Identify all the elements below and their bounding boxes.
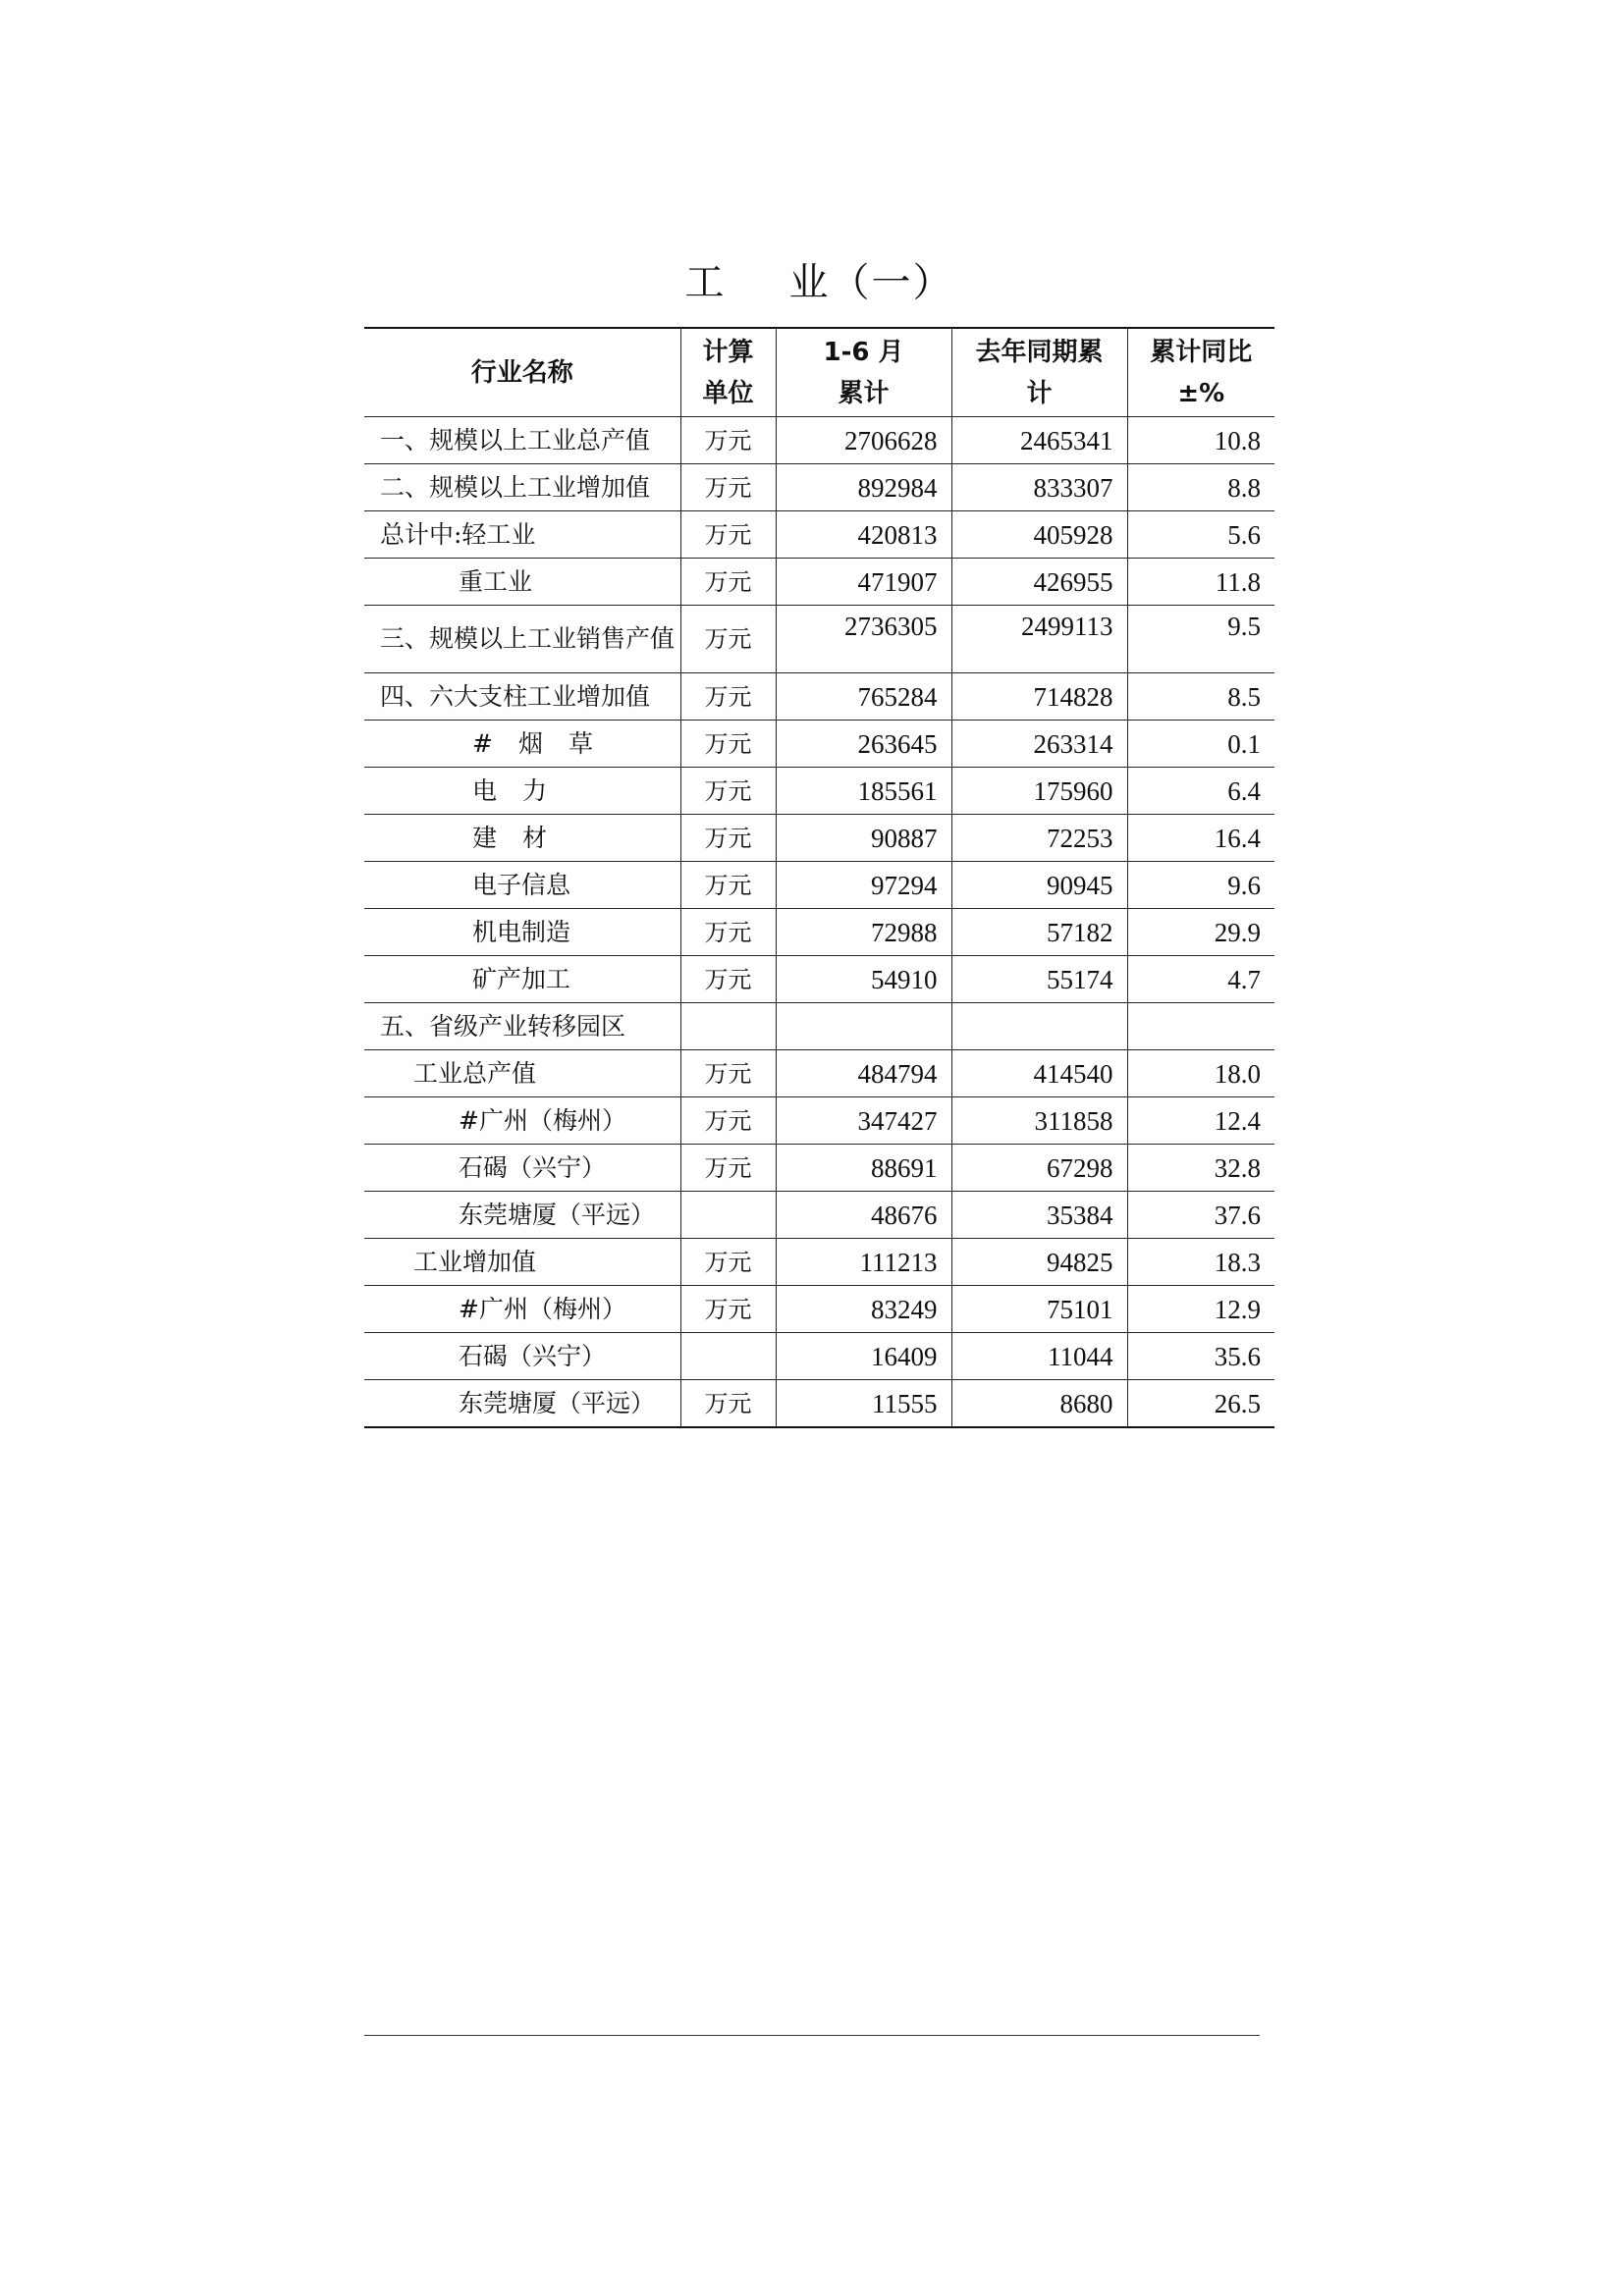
row-change: 5.6 <box>1127 511 1274 559</box>
row-previous: 263314 <box>951 721 1127 768</box>
row-unit: 万元 <box>680 1097 776 1145</box>
row-unit: 万元 <box>680 417 776 464</box>
row-unit: 万元 <box>680 1286 776 1333</box>
table-row <box>364 862 1274 909</box>
table-row <box>364 1286 1274 1333</box>
row-unit: 万元 <box>680 862 776 909</box>
header-name-text: 行业名称 <box>470 357 573 388</box>
row-current <box>776 1003 951 1050</box>
row-unit: 万元 <box>680 1050 776 1097</box>
row-previous: 714828 <box>951 673 1127 721</box>
table-row <box>364 417 1274 464</box>
row-previous: 57182 <box>951 909 1127 956</box>
row-previous: 8680 <box>951 1380 1127 1428</box>
table-row <box>364 606 1274 673</box>
header-unit-line2: 单位 <box>702 378 754 408</box>
row-unit <box>680 1333 776 1380</box>
row-current: 347427 <box>776 1097 951 1145</box>
row-change: 18.3 <box>1127 1239 1274 1286</box>
row-name: 电力 <box>472 775 573 805</box>
row-name: #广州（梅州） <box>364 1286 680 1333</box>
table-row <box>364 815 1274 862</box>
row-unit: 万元 <box>680 815 776 862</box>
row-previous <box>951 1003 1127 1050</box>
table-row <box>364 511 1274 559</box>
table-row <box>364 1239 1274 1286</box>
row-current: 263645 <box>776 721 951 768</box>
table-row <box>364 1380 1274 1428</box>
row-change: 11.8 <box>1127 559 1274 606</box>
row-previous: 311858 <box>951 1097 1127 1145</box>
row-current: 90887 <box>776 815 951 862</box>
table-row <box>364 768 1274 815</box>
row-name: 石碣（兴宁） <box>364 1333 680 1380</box>
title-part-2: 业（一） <box>788 260 954 305</box>
row-change: 8.5 <box>1127 673 1274 721</box>
row-previous: 405928 <box>951 511 1127 559</box>
row-name: 四、六大支柱工业增加值 <box>364 673 680 721</box>
table-row <box>364 1333 1274 1380</box>
row-change: 35.6 <box>1127 1333 1274 1380</box>
row-unit <box>680 1192 776 1239</box>
row-change: 10.8 <box>1127 417 1274 464</box>
header-unit <box>680 328 776 417</box>
row-unit: 万元 <box>680 956 776 1003</box>
row-unit: 万元 <box>680 511 776 559</box>
row-current: 72988 <box>776 909 951 956</box>
row-change: 12.4 <box>1127 1097 1274 1145</box>
row-previous: 75101 <box>951 1286 1127 1333</box>
row-previous: 72253 <box>951 815 1127 862</box>
row-current: 484794 <box>776 1050 951 1097</box>
header-unit-line1: 计算 <box>702 337 754 367</box>
row-change: 37.6 <box>1127 1192 1274 1239</box>
table-row <box>364 1003 1274 1050</box>
row-previous: 175960 <box>951 768 1127 815</box>
row-change <box>1127 1003 1274 1050</box>
row-current: 2736305 <box>776 606 951 673</box>
header-previous-line2: 计 <box>1026 378 1053 408</box>
table-row <box>364 1192 1274 1239</box>
row-name-cell <box>364 768 680 815</box>
table-row <box>364 1145 1274 1192</box>
row-name: #烟草 <box>472 728 619 758</box>
row-change: 6.4 <box>1127 768 1274 815</box>
header-previous <box>951 328 1127 417</box>
row-unit: 万元 <box>680 606 776 673</box>
industry-stats-table <box>364 327 1274 1428</box>
row-current: 83249 <box>776 1286 951 1333</box>
table-row <box>364 721 1274 768</box>
row-change: 8.8 <box>1127 464 1274 511</box>
row-name: 工业增加值 <box>364 1239 680 1286</box>
row-previous: 2499113 <box>951 606 1127 673</box>
row-previous: 11044 <box>951 1333 1127 1380</box>
row-name: #广州（梅州） <box>364 1097 680 1145</box>
title-part-1: 工 <box>684 260 727 305</box>
row-change: 0.1 <box>1127 721 1274 768</box>
row-change: 12.9 <box>1127 1286 1274 1333</box>
row-change: 9.5 <box>1127 606 1274 673</box>
row-name: 电子信息 <box>364 862 680 909</box>
row-current: 420813 <box>776 511 951 559</box>
header-name <box>364 328 680 417</box>
row-name-cell <box>364 721 680 768</box>
row-name: 总计中:轻工业 <box>364 511 680 559</box>
header-current <box>776 328 951 417</box>
row-current: 765284 <box>776 673 951 721</box>
table-row <box>364 559 1274 606</box>
row-name: 东莞塘厦（平远） <box>364 1380 680 1428</box>
row-current: 88691 <box>776 1145 951 1192</box>
row-name: 工业总产值 <box>364 1050 680 1097</box>
header-change <box>1127 328 1274 417</box>
row-previous: 67298 <box>951 1145 1127 1192</box>
row-current: 48676 <box>776 1192 951 1239</box>
row-previous: 35384 <box>951 1192 1127 1239</box>
row-previous: 90945 <box>951 862 1127 909</box>
page-title <box>364 253 1274 312</box>
row-change: 26.5 <box>1127 1380 1274 1428</box>
row-name: 一、规模以上工业总产值 <box>364 417 680 464</box>
row-change: 16.4 <box>1127 815 1274 862</box>
row-name: 重工业 <box>364 559 680 606</box>
row-unit: 万元 <box>680 1145 776 1192</box>
table-row <box>364 956 1274 1003</box>
row-current: 2706628 <box>776 417 951 464</box>
header-previous-line1: 去年同期累 <box>975 337 1104 367</box>
row-name: 五、省级产业转移园区 <box>364 1003 680 1050</box>
row-previous: 833307 <box>951 464 1127 511</box>
footer-divider <box>364 2035 1260 2036</box>
row-name: 二、规模以上工业增加值 <box>364 464 680 511</box>
row-change: 4.7 <box>1127 956 1274 1003</box>
row-unit <box>680 1003 776 1050</box>
row-current: 11555 <box>776 1380 951 1428</box>
row-current: 471907 <box>776 559 951 606</box>
header-row <box>364 328 1274 417</box>
row-unit: 万元 <box>680 1239 776 1286</box>
row-name: 石碣（兴宁） <box>364 1145 680 1192</box>
row-current: 892984 <box>776 464 951 511</box>
row-unit: 万元 <box>680 464 776 511</box>
table-row <box>364 909 1274 956</box>
row-name: 矿产加工 <box>364 956 680 1003</box>
header-change-line1: 累计同比 <box>1150 337 1253 367</box>
row-name: 东莞塘厦（平远） <box>364 1192 680 1239</box>
row-current: 16409 <box>776 1333 951 1380</box>
row-change: 9.6 <box>1127 862 1274 909</box>
row-name: 建材 <box>472 823 573 852</box>
row-current: 185561 <box>776 768 951 815</box>
row-previous: 94825 <box>951 1239 1127 1286</box>
table-header <box>364 328 1274 417</box>
row-unit: 万元 <box>680 1380 776 1428</box>
row-unit: 万元 <box>680 909 776 956</box>
row-previous: 414540 <box>951 1050 1127 1097</box>
header-change-line2: ±% <box>1177 378 1225 408</box>
row-unit: 万元 <box>680 768 776 815</box>
row-unit: 万元 <box>680 721 776 768</box>
table-row <box>364 1097 1274 1145</box>
row-current: 54910 <box>776 956 951 1003</box>
row-current: 111213 <box>776 1239 951 1286</box>
row-change: 29.9 <box>1127 909 1274 956</box>
row-unit: 万元 <box>680 673 776 721</box>
header-current-line1: 1-6 月 <box>823 337 904 367</box>
row-current: 97294 <box>776 862 951 909</box>
table-body <box>364 417 1274 1428</box>
row-change: 18.0 <box>1127 1050 1274 1097</box>
row-unit: 万元 <box>680 559 776 606</box>
header-current-line2: 累计 <box>838 378 890 408</box>
row-name: 机电制造 <box>364 909 680 956</box>
table-row <box>364 1050 1274 1097</box>
table-row <box>364 464 1274 511</box>
row-previous: 55174 <box>951 956 1127 1003</box>
row-change: 32.8 <box>1127 1145 1274 1192</box>
row-name-cell <box>364 815 680 862</box>
row-name: 三、规模以上工业销售产值 <box>364 606 680 673</box>
row-previous: 2465341 <box>951 417 1127 464</box>
table-row <box>364 673 1274 721</box>
row-previous: 426955 <box>951 559 1127 606</box>
